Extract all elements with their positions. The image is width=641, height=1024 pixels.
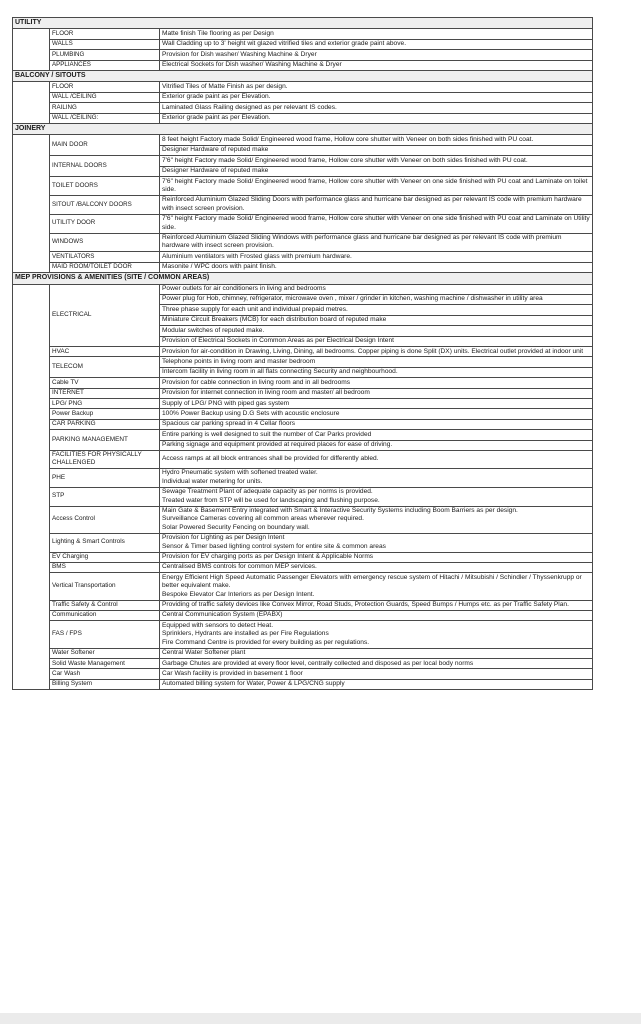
description-line: 8 feet height Factory made Solid/ Engineered wood frame, Hollow core shutter with Veneer on both sides finished with PU coat.: [162, 135, 534, 143]
description-line: Reinforced Aluminium Glazed Sliding Windows with performance glass and hurricane bar designed as per relevant IS code with premium hardware with insect screen provision.: [162, 234, 562, 250]
indent-cell: [13, 610, 50, 620]
item-label: RAILING: [50, 103, 160, 113]
item-label: INTERNET: [50, 388, 160, 398]
section-header-row: [13, 124, 593, 135]
indent-cell: [13, 233, 50, 252]
description-line: Centralised BMS controls for common MEP services.: [162, 563, 317, 571]
specification-table: [12, 17, 593, 690]
item-description: [160, 573, 593, 600]
item-label: Power Backup: [50, 409, 160, 419]
section-title: JOINERY: [13, 124, 593, 135]
item-label: Traffic Safety & Control: [50, 600, 160, 610]
indent-cell: [13, 430, 50, 451]
item-label: HVAC: [50, 347, 160, 357]
item-label: WALLS: [50, 39, 160, 49]
description-line: Equipped with sensors to detect Heat. Sprinklers, Hydrants are installed as per Fire Regulations Fire Command Centre is provided for every building as per regulations.: [162, 621, 370, 646]
description-line: 7'6" height Factory made Solid/ Engineered wood frame, Hollow core shutter with Veneer on both sides finished with PU coat.: [162, 156, 528, 164]
item-description: [160, 39, 593, 49]
description-line: Masonite / WPC doors with paint finish.: [162, 263, 277, 271]
table-row: [13, 659, 593, 669]
item-label: INTERNAL DOORS: [50, 156, 160, 177]
item-description: [160, 233, 593, 252]
item-label: WINDOWS: [50, 233, 160, 252]
indent-cell: [13, 135, 50, 156]
description-line: Vitrified Tiles of Matte Finish as per design.: [162, 82, 288, 90]
description-line: Provision for EV charging ports as per Design Intent & Applicable Norms: [162, 553, 374, 561]
description-line: Provision for cable connection in living room and in all bedrooms: [162, 378, 351, 386]
indent-cell: [13, 533, 50, 552]
item-label: LPG/ PNG: [50, 399, 160, 409]
table-row: [13, 552, 593, 562]
description-line: Intercom facility in living room in all flats connecting Security and neighbourhood.: [160, 367, 592, 377]
item-description: [160, 468, 593, 487]
item-label: TOILET DOORS: [50, 177, 160, 196]
section-header-row: [13, 18, 593, 29]
table-row: [13, 29, 593, 39]
indent-cell: [13, 679, 50, 689]
indent-cell: [13, 177, 50, 196]
indent-cell: [13, 600, 50, 610]
item-description: [160, 29, 593, 39]
table-row: [13, 92, 593, 102]
item-description: [160, 451, 593, 469]
description-line: Power plug for Hob, chimney, refrigerator, microwave oven , mixer / grinder in kitchen, washing machine / dishwasher in utility area: [160, 294, 592, 304]
indent-cell: [13, 262, 50, 272]
item-description: [160, 621, 593, 648]
description-line: Provision for air-condition in Drawing, Living, Dining, all bedrooms. Copper piping is done Split (DX) units. Electrical outlet provided at indoor unit: [162, 347, 584, 355]
table-row: [13, 195, 593, 214]
description-line: Power outlets for air conditioners in living and bedrooms: [162, 285, 326, 293]
table-row: [13, 82, 593, 92]
item-label: VENTILATORS: [50, 252, 160, 262]
item-label: ELECTRICAL: [50, 284, 160, 346]
table-row: [13, 451, 593, 469]
item-description: [160, 669, 593, 679]
indent-cell: [13, 451, 50, 469]
indent-cell: [13, 409, 50, 419]
indent-cell: [13, 487, 50, 506]
item-label: Cable TV: [50, 378, 160, 388]
description-line: Designer Hardware of reputed make: [160, 166, 592, 176]
table-row: [13, 233, 593, 252]
description-line: Modular switches of reputed make.: [160, 325, 592, 335]
item-description: [160, 113, 593, 123]
item-description: [160, 562, 593, 572]
item-description: [160, 409, 593, 419]
indent-cell: [13, 252, 50, 262]
item-label: Billing System: [50, 679, 160, 689]
item-label: STP: [50, 487, 160, 506]
table-row: [13, 562, 593, 572]
description-line: Provision of Electrical Sockets in Common Areas as per Electrical Design Intent: [160, 336, 592, 346]
item-label: WALL /CEILING: [50, 92, 160, 102]
description-line: Electrical Sockets for Dish washer/ Washing Machine & Dryer: [162, 61, 342, 69]
item-label: CAR PARKING: [50, 419, 160, 429]
description-line: Entire parking is well designed to suit the number of Car Parks provided: [162, 430, 372, 438]
description-line: Spacious car parking spread in 4 Cellar floors: [162, 420, 296, 428]
section-title: MEP PROVISIONS & AMENITIES (SITE / COMMON AREAS): [13, 273, 593, 284]
item-description: [160, 214, 593, 233]
item-description: [160, 262, 593, 272]
indent-cell: [13, 552, 50, 562]
item-label: TELECOM: [50, 357, 160, 378]
item-label: MAIN DOOR: [50, 135, 160, 156]
description-line: Garbage Chutes are provided at every floor level, centrally collected and disposed as per local body norms: [162, 659, 474, 667]
item-label: FLOOR: [50, 29, 160, 39]
description-line: Reinforced Aluminium Glazed Sliding Doors with performance glass and hurricane bar designed as per relevant IS code with premium hardware with insect screen provision.: [162, 196, 582, 212]
description-line: Sewage Treatment Plant of adequate capacity as per norms is provided. Treated water from STP will be used for landscaping and flushing purpose.: [162, 488, 380, 504]
table-row: [13, 648, 593, 658]
description-line: 7'6" height Factory made Solid/ Engineered wood frame, Hollow core shutter with Veneer on one side finished with PU coat and Laminate on Utility side.: [162, 215, 590, 231]
section-title: UTILITY: [13, 18, 593, 29]
indent-cell: [13, 214, 50, 233]
table-row: [13, 669, 593, 679]
description-line: Exterior grade paint as per Elevation.: [162, 93, 271, 101]
item-label: SITOUT /BALCONY DOORS: [50, 195, 160, 214]
table-row: [13, 621, 593, 648]
indent-cell: [13, 195, 50, 214]
table-row: [13, 506, 593, 533]
table-row: [13, 262, 593, 272]
table-row: [13, 156, 593, 177]
indent-cell: [13, 92, 50, 102]
item-label: PARKING MANAGEMENT: [50, 430, 160, 451]
description-line: Provision for internet connection in living room and master/ all bedroom: [162, 389, 370, 397]
description-line: Central Water Softener plant: [162, 649, 246, 657]
item-label: EV Charging: [50, 552, 160, 562]
indent-cell: [13, 347, 50, 357]
description-line: Telephone points in living room and master bedroom: [162, 357, 316, 365]
table-row: [13, 252, 593, 262]
item-description: [160, 419, 593, 429]
description-line: Parking signage and equipment provided at required places for ease of driving.: [160, 440, 592, 450]
table-row: [13, 388, 593, 398]
table-row: [13, 378, 593, 388]
item-description: [160, 156, 593, 177]
table-row: [13, 214, 593, 233]
description-line: Wall Cladding up to 3' height wit glazed vitrified tiles and exterior grade paint above.: [162, 40, 407, 48]
description-line: Central Communication System (EPABX): [162, 611, 283, 619]
section-header-row: [13, 273, 593, 284]
description-line: 100% Power Backup using D.G Sets with acoustic enclosure: [162, 409, 340, 417]
item-description: [160, 600, 593, 610]
item-description: [160, 679, 593, 689]
indent-cell: [13, 419, 50, 429]
description-line: Provision for Dish washer/ Washing Machine & Dryer: [162, 50, 317, 58]
item-label: FAS / FPS: [50, 621, 160, 648]
item-label: APPLIANCES: [50, 60, 160, 70]
item-description: [160, 487, 593, 506]
description-line: Supply of LPG/ PNG with piped gas system: [162, 399, 290, 407]
item-label: WALL /CEILING:: [50, 113, 160, 123]
item-description: [160, 195, 593, 214]
table-row: [13, 347, 593, 357]
table-row: [13, 39, 593, 49]
indent-cell: [13, 506, 50, 533]
table-row: [13, 399, 593, 409]
item-label: MAID ROOM/TOILET DOOR: [50, 262, 160, 272]
item-description: [160, 552, 593, 562]
indent-cell: [13, 399, 50, 409]
item-label: Water Softener: [50, 648, 160, 658]
table-row: [13, 610, 593, 620]
table-row: [13, 679, 593, 689]
item-description: [160, 506, 593, 533]
section-title: BALCONY / SITOUTS: [13, 71, 593, 82]
item-label: Access Control: [50, 506, 160, 533]
item-label: Communication: [50, 610, 160, 620]
table-row: [13, 533, 593, 552]
indent-cell: [13, 648, 50, 658]
section-header-row: [13, 71, 593, 82]
indent-cell: [13, 60, 50, 70]
item-description: [160, 92, 593, 102]
table-row: [13, 430, 593, 451]
description-line: Access ramps at all block entrances shall be provided for differently abled.: [162, 455, 379, 463]
item-description: [160, 648, 593, 658]
item-description: [160, 50, 593, 60]
item-label: FLOOR: [50, 82, 160, 92]
item-description: [160, 252, 593, 262]
indent-cell: [13, 659, 50, 669]
item-label: PHE: [50, 468, 160, 487]
table-row: [13, 135, 593, 156]
table-row: [13, 487, 593, 506]
item-description: [160, 610, 593, 620]
indent-cell: [13, 357, 50, 378]
table-row: [13, 419, 593, 429]
indent-cell: [13, 29, 50, 39]
item-label: Solid Waste Management: [50, 659, 160, 669]
description-line: Designer Hardware of reputed make: [160, 145, 592, 155]
table-row: [13, 60, 593, 70]
specification-table-body: [13, 18, 593, 690]
item-description: [160, 135, 593, 156]
description-line: Three phase supply for each unit and individual prepaid metres.: [160, 304, 592, 314]
table-row: [13, 284, 593, 346]
table-row: [13, 468, 593, 487]
description-line: Hydro Pneumatic system with softened treated water. Individual water metering for units.: [162, 469, 318, 485]
item-description: [160, 103, 593, 113]
description-line: Energy Efficient High Speed Automatic Passenger Elevators with emergency rescue system of Hitachi / Mitsubishi / Schindler / Thyssenkrupp or better equivalent make. Bespoke Elevator Car Interiors as per Design Intent.: [162, 573, 582, 598]
table-row: [13, 409, 593, 419]
indent-cell: [13, 573, 50, 600]
indent-cell: [13, 113, 50, 123]
item-label: FACILITIES FOR PHYSICALLY CHALLENGED: [50, 451, 160, 469]
description-line: Car Wash facility is provided in basement 1 floor: [162, 669, 303, 677]
table-row: [13, 573, 593, 600]
description-line: Matte finish Tile flooring as per Design: [162, 29, 274, 37]
description-line: 7'6" height Factory made Solid/ Engineered wood frame, Hollow core shutter with Veneer on one side finished with PU coat and Laminate on toilet side.: [162, 177, 588, 193]
description-line: Provision for Lighting as per Design Intent Sensor & Timer based lighting control system for entire site & common areas: [162, 534, 386, 550]
item-description: [160, 378, 593, 388]
table-row: [13, 357, 593, 378]
indent-cell: [13, 669, 50, 679]
indent-cell: [13, 621, 50, 648]
item-label: UTILITY DOOR: [50, 214, 160, 233]
item-description: [160, 533, 593, 552]
item-description: [160, 430, 593, 451]
item-label: Car Wash: [50, 669, 160, 679]
item-description: [160, 388, 593, 398]
item-description: [160, 357, 593, 378]
indent-cell: [13, 388, 50, 398]
bottom-strip: [0, 1013, 641, 1024]
indent-cell: [13, 468, 50, 487]
indent-cell: [13, 378, 50, 388]
description-line: Miniature Circuit Breakers (MCB) for each distribution board of reputed make: [160, 315, 592, 325]
indent-cell: [13, 82, 50, 92]
description-line: Providing of traffic safety devices like Convex Mirror, Road Studs, Protection Guards, Speed Bumps / Humps etc. as per Traffic Safety Plan.: [162, 601, 569, 609]
item-label: Lighting & Smart Controls: [50, 533, 160, 552]
item-description: [160, 399, 593, 409]
item-description: [160, 82, 593, 92]
description-line: Exterior grade paint as per Elevation.: [162, 114, 271, 122]
indent-cell: [13, 103, 50, 113]
indent-cell: [13, 50, 50, 60]
item-description: [160, 347, 593, 357]
item-description: [160, 659, 593, 669]
item-description: [160, 284, 593, 346]
item-label: Vertical Transportation: [50, 573, 160, 600]
table-row: [13, 50, 593, 60]
item-label: PLUMBING: [50, 50, 160, 60]
indent-cell: [13, 156, 50, 177]
indent-cell: [13, 39, 50, 49]
table-row: [13, 600, 593, 610]
table-row: [13, 177, 593, 196]
item-label: BMS: [50, 562, 160, 572]
indent-cell: [13, 284, 50, 346]
description-line: Laminated Glass Railing designed as per relevant IS codes.: [162, 103, 337, 111]
table-row: [13, 103, 593, 113]
description-line: Aluminium ventilators with Frosted glass with premium hardware.: [162, 252, 352, 260]
indent-cell: [13, 562, 50, 572]
table-row: [13, 113, 593, 123]
item-description: [160, 60, 593, 70]
description-line: Main Gate & Basement Entry integrated with Smart & Interactive Security Systems including Boom Barriers as per design. Surveillance Cameras covering all common areas wherever required. Solar Powered Security Fencing on boundary wall.: [162, 507, 518, 531]
description-line: Automated billing system for Water, Power & LPG/CNG supply: [162, 680, 345, 688]
item-description: [160, 177, 593, 196]
